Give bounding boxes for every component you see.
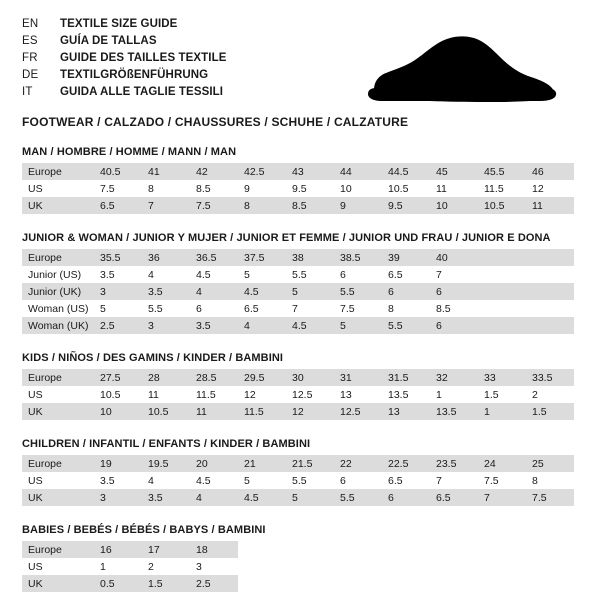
- cell: 38.5: [334, 249, 382, 266]
- cell: 6: [334, 472, 382, 489]
- cell: 3: [94, 283, 142, 300]
- cell: 23.5: [430, 455, 478, 472]
- cell: 45: [430, 163, 478, 180]
- table-row: [22, 300, 574, 317]
- cell: 8: [142, 180, 190, 197]
- row-label: Europe: [22, 455, 94, 472]
- cell: 6.5: [382, 472, 430, 489]
- size-table-man: [22, 163, 574, 214]
- cell: 6: [430, 283, 478, 300]
- language-code: ES: [22, 35, 38, 47]
- cell: 31.5: [382, 369, 430, 386]
- cell: 10.5: [478, 197, 526, 214]
- cell: 5.5: [142, 300, 190, 317]
- cell: 1: [430, 386, 478, 403]
- row-label: UK: [22, 197, 94, 214]
- section-title: KIDS / NIÑOS / DES GAMINS / KINDER / BAMBINI: [22, 352, 284, 364]
- row-label: Europe: [22, 541, 94, 558]
- cell: 6: [430, 317, 478, 334]
- row-label: Europe: [22, 369, 94, 386]
- cell: 10.5: [382, 180, 430, 197]
- cell: 10: [334, 180, 382, 197]
- cell: 6: [382, 283, 430, 300]
- cell: 4: [190, 489, 238, 506]
- cell: 10.5: [142, 403, 190, 420]
- cell: 20: [190, 455, 238, 472]
- cell: [526, 266, 574, 283]
- cell: 1: [94, 558, 142, 575]
- section-title: BABIES / BEBÉS / BÉBÉS / BABYS / BAMBINI: [22, 524, 266, 536]
- cell: [478, 249, 526, 266]
- cell: 5.5: [286, 266, 334, 283]
- cell: 45.5: [478, 163, 526, 180]
- cell: 6.5: [94, 197, 142, 214]
- cell: 21.5: [286, 455, 334, 472]
- section-title: CHILDREN / INFANTIL / ENFANTS / KINDER / BAMBINI: [22, 438, 311, 450]
- cell: 12.5: [286, 386, 334, 403]
- section-junior-woman: [22, 232, 578, 334]
- cell: 6.5: [430, 489, 478, 506]
- cell: 4.5: [190, 472, 238, 489]
- cell: 0.5: [94, 575, 142, 592]
- cell: 4: [142, 472, 190, 489]
- cell: 8.5: [190, 180, 238, 197]
- cell: 9: [238, 180, 286, 197]
- cell: 5: [334, 317, 382, 334]
- cell: 6: [190, 300, 238, 317]
- cell: 36: [142, 249, 190, 266]
- cell: 5: [286, 489, 334, 506]
- cell: 18: [190, 541, 238, 558]
- cell: 2.5: [190, 575, 238, 592]
- cell: 3: [94, 489, 142, 506]
- cell: 6: [334, 266, 382, 283]
- row-label: Woman (US): [22, 300, 94, 317]
- table-row: [22, 472, 574, 489]
- cell: 37.5: [238, 249, 286, 266]
- cell: [526, 317, 574, 334]
- cell: 7: [430, 266, 478, 283]
- language-title: TEXTILE SIZE GUIDE: [60, 18, 178, 30]
- language-title: GUÍA DE TALLAS: [60, 35, 157, 47]
- section-title: JUNIOR & WOMAN / JUNIOR Y MUJER / JUNIOR ET FEMME / JUNIOR UND FRAU / JUNIOR E DONA: [22, 232, 551, 244]
- cell: 11: [190, 403, 238, 420]
- cell: 5.5: [286, 472, 334, 489]
- cell: 41: [142, 163, 190, 180]
- size-table-kids: [22, 369, 574, 420]
- cell: 19: [94, 455, 142, 472]
- cell: 8: [526, 472, 574, 489]
- cell: 1.5: [142, 575, 190, 592]
- cell: 28.5: [190, 369, 238, 386]
- cell: 12.5: [334, 403, 382, 420]
- table-row: [22, 386, 574, 403]
- cell: 8: [382, 300, 430, 317]
- cell: 7.5: [334, 300, 382, 317]
- cell: 42.5: [238, 163, 286, 180]
- cell: [526, 283, 574, 300]
- cell: 40.5: [94, 163, 142, 180]
- cell: 4.5: [286, 317, 334, 334]
- cell: 44: [334, 163, 382, 180]
- table-row: [22, 249, 574, 266]
- cell: 13.5: [382, 386, 430, 403]
- cell: 9.5: [382, 197, 430, 214]
- table-row: [22, 369, 574, 386]
- cell: 3: [190, 558, 238, 575]
- cell: 4: [142, 266, 190, 283]
- cell: 12: [526, 180, 574, 197]
- cell: 43: [286, 163, 334, 180]
- cell: 13: [334, 386, 382, 403]
- cell: 11: [526, 197, 574, 214]
- cell: 7.5: [94, 180, 142, 197]
- row-label: UK: [22, 575, 94, 592]
- table-row: [22, 180, 574, 197]
- cell: [478, 283, 526, 300]
- cell: 5.5: [334, 283, 382, 300]
- row-label: UK: [22, 489, 94, 506]
- table-row: [22, 197, 574, 214]
- row-label: UK: [22, 403, 94, 420]
- language-code: FR: [22, 52, 38, 64]
- cell: [526, 249, 574, 266]
- cell: 5.5: [382, 317, 430, 334]
- row-label: Junior (UK): [22, 283, 94, 300]
- size-table-junior-woman: [22, 249, 574, 334]
- cell: 6.5: [382, 266, 430, 283]
- cell: 33: [478, 369, 526, 386]
- cell: 2: [142, 558, 190, 575]
- cell: 39: [382, 249, 430, 266]
- cell: 3.5: [94, 472, 142, 489]
- cell: 12: [286, 403, 334, 420]
- cell: 8: [238, 197, 286, 214]
- cell: 25: [526, 455, 574, 472]
- cell: [478, 317, 526, 334]
- cell: 7: [286, 300, 334, 317]
- cell: 16: [94, 541, 142, 558]
- cell: 11: [142, 386, 190, 403]
- section-children: [22, 438, 578, 506]
- cell: 46: [526, 163, 574, 180]
- cell: 30: [286, 369, 334, 386]
- cell: 1.5: [526, 403, 574, 420]
- cell: 7.5: [526, 489, 574, 506]
- cell: 5: [286, 283, 334, 300]
- cell: 5: [238, 472, 286, 489]
- cell: 3: [142, 317, 190, 334]
- cell: 13.5: [430, 403, 478, 420]
- size-table-babies: [22, 541, 238, 592]
- language-title: GUIDA ALLE TAGLIE TESSILI: [60, 86, 224, 98]
- cell: 12: [238, 386, 286, 403]
- cell: 35.5: [94, 249, 142, 266]
- page-title: FOOTWEAR / CALZADO / CHAUSSURES / SCHUHE / CALZATURE: [22, 115, 409, 129]
- cell: [526, 300, 574, 317]
- cell: 10.5: [94, 386, 142, 403]
- table-row: [22, 489, 574, 506]
- section-babies: [22, 524, 578, 592]
- cell: 3.5: [94, 266, 142, 283]
- cell: 7: [478, 489, 526, 506]
- cell: 24: [478, 455, 526, 472]
- cell: 19.5: [142, 455, 190, 472]
- cell: [478, 300, 526, 317]
- cell: 2.5: [94, 317, 142, 334]
- cell: 7: [142, 197, 190, 214]
- cell: 5: [94, 300, 142, 317]
- cell: 7.5: [190, 197, 238, 214]
- cell: 22.5: [382, 455, 430, 472]
- cell: 11.5: [190, 386, 238, 403]
- cell: 4: [238, 317, 286, 334]
- row-label: US: [22, 386, 94, 403]
- cell: 3.5: [190, 317, 238, 334]
- cell: 4: [190, 283, 238, 300]
- cell: 21: [238, 455, 286, 472]
- table-row: [22, 283, 574, 300]
- cell: 33.5: [526, 369, 574, 386]
- row-label: US: [22, 472, 94, 489]
- cell: 11: [430, 180, 478, 197]
- cell: 10: [94, 403, 142, 420]
- cell: 11.5: [238, 403, 286, 420]
- row-label: US: [22, 180, 94, 197]
- row-label: US: [22, 558, 94, 575]
- language-code: DE: [22, 69, 39, 81]
- cell: 27.5: [94, 369, 142, 386]
- cell: 8.5: [430, 300, 478, 317]
- cell: 36.5: [190, 249, 238, 266]
- table-row: [22, 163, 574, 180]
- cell: 42: [190, 163, 238, 180]
- language-row: [22, 16, 578, 33]
- table-row: [22, 541, 238, 558]
- row-label: Europe: [22, 163, 94, 180]
- language-title: TEXTILGRÖßENFÜHRUNG: [60, 69, 209, 81]
- cell: 9: [334, 197, 382, 214]
- language-title: GUIDE DES TAILLES TEXTILE: [60, 52, 227, 64]
- cell: 5: [238, 266, 286, 283]
- section-kids: [22, 352, 578, 420]
- row-label: Woman (UK): [22, 317, 94, 334]
- cell: 6: [382, 489, 430, 506]
- cell: 40: [430, 249, 478, 266]
- language-code: IT: [22, 86, 33, 98]
- cell: 3.5: [142, 283, 190, 300]
- cell: 28: [142, 369, 190, 386]
- cell: 3.5: [142, 489, 190, 506]
- section-title: MAN / HOMBRE / HOMME / MANN / MAN: [22, 146, 237, 158]
- table-row: [22, 266, 574, 283]
- table-row: [22, 575, 238, 592]
- cell: 44.5: [382, 163, 430, 180]
- cell: 7.5: [478, 472, 526, 489]
- cell: 7: [430, 472, 478, 489]
- language-code: EN: [22, 18, 39, 30]
- cell: 2: [526, 386, 574, 403]
- cell: 10: [430, 197, 478, 214]
- cell: 17: [142, 541, 190, 558]
- cell: 13: [382, 403, 430, 420]
- page-header: [22, 16, 578, 128]
- table-row: [22, 317, 574, 334]
- cell: 11.5: [478, 180, 526, 197]
- cell: 32: [430, 369, 478, 386]
- size-table-children: [22, 455, 574, 506]
- cell: 22: [334, 455, 382, 472]
- cell: 4.5: [238, 489, 286, 506]
- row-label: Europe: [22, 249, 94, 266]
- cell: 1.5: [478, 386, 526, 403]
- cell: 38: [286, 249, 334, 266]
- cell: 1: [478, 403, 526, 420]
- cell: [478, 266, 526, 283]
- cell: 6.5: [238, 300, 286, 317]
- row-label: Junior (US): [22, 266, 94, 283]
- table-row: [22, 558, 238, 575]
- cell: 4.5: [190, 266, 238, 283]
- cell: 8.5: [286, 197, 334, 214]
- cell: 31: [334, 369, 382, 386]
- cell: 29.5: [238, 369, 286, 386]
- table-row: [22, 403, 574, 420]
- dress-shoe-icon: [360, 32, 560, 108]
- cell: 4.5: [238, 283, 286, 300]
- section-man: [22, 146, 578, 214]
- table-row: [22, 455, 574, 472]
- cell: 9.5: [286, 180, 334, 197]
- cell: 5.5: [334, 489, 382, 506]
